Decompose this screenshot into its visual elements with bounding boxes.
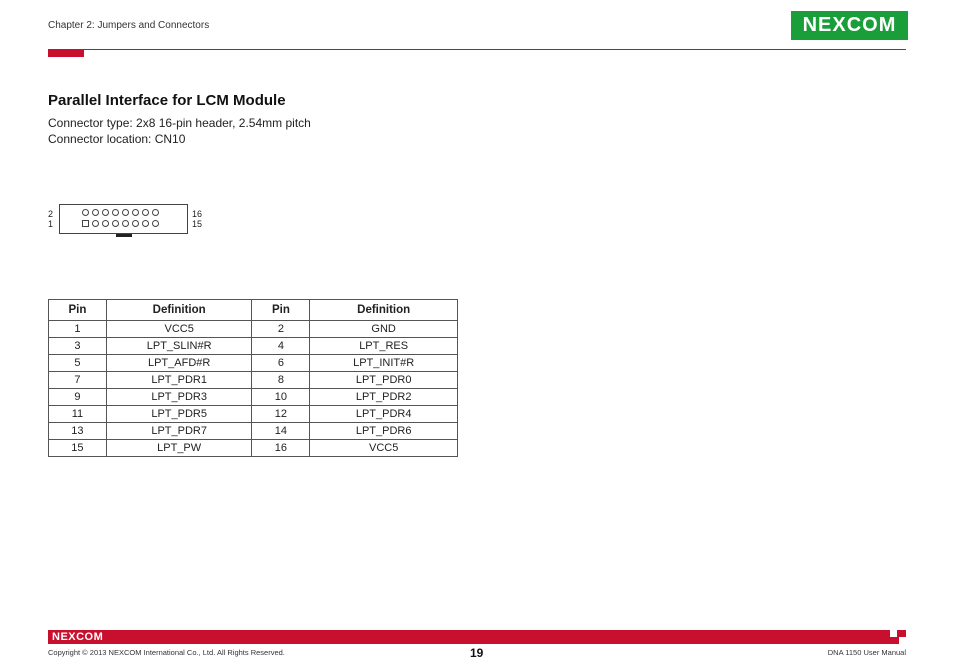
pin	[122, 220, 129, 227]
nexcom-logo	[791, 11, 908, 40]
table-cell: 8	[252, 372, 310, 389]
table-cell: 7	[49, 372, 107, 389]
pin-label-top-right: 16	[192, 209, 203, 219]
pin	[112, 209, 119, 216]
header-definition: Definition	[106, 300, 252, 321]
table-cell: LPT_PDR3	[106, 389, 252, 406]
header-definition: Definition	[310, 300, 458, 321]
pin-label-top-left: 2	[48, 209, 54, 219]
table-cell: 11	[49, 406, 107, 423]
copyright-text: Copyright © 2013 NEXCOM International Co., Ltd. All Rights Reserved.	[48, 648, 285, 657]
pin	[132, 209, 139, 216]
table-cell: VCC5	[106, 321, 252, 338]
pin	[132, 220, 139, 227]
table-header-row	[49, 300, 458, 321]
chapter-title: Chapter 2: Jumpers and Connectors	[48, 20, 210, 31]
table-cell: 6	[252, 355, 310, 372]
pin	[122, 209, 129, 216]
pin	[102, 220, 109, 227]
table-cell: LPT_AFD#R	[106, 355, 252, 372]
pin	[142, 220, 149, 227]
cn10-header-diagram	[59, 204, 188, 234]
header-accent-block	[48, 50, 84, 57]
pin	[152, 220, 159, 227]
table-row	[49, 440, 458, 457]
table-cell: 3	[49, 338, 107, 355]
header-pin: Pin	[252, 300, 310, 321]
pin	[112, 220, 119, 227]
connector-type: Connector type: 2x8 16-pin header, 2.54mm pitch	[48, 116, 311, 130]
table-cell: 2	[252, 321, 310, 338]
header-pin: Pin	[49, 300, 107, 321]
pin-1-square	[82, 220, 89, 227]
table-cell: LPT_PDR4	[310, 406, 458, 423]
table-cell: LPT_INIT#R	[310, 355, 458, 372]
table-cell: GND	[310, 321, 458, 338]
table-row	[49, 321, 458, 338]
table-row	[49, 338, 458, 355]
pin-definition-table	[48, 299, 458, 457]
pin-row-odd	[82, 220, 159, 227]
table-row	[49, 372, 458, 389]
pin-row-even	[82, 209, 159, 216]
pin	[92, 220, 99, 227]
pin	[142, 209, 149, 216]
footer-square-icon	[899, 637, 906, 644]
table-cell: LPT_PDR6	[310, 423, 458, 440]
table-cell: 16	[252, 440, 310, 457]
table-cell: LPT_PDR5	[106, 406, 252, 423]
connector-key-notch	[116, 234, 132, 237]
table-cell: LPT_RES	[310, 338, 458, 355]
pin	[82, 209, 89, 216]
pin-label-bottom-right: 15	[192, 219, 203, 229]
table-cell: LPT_PDR2	[310, 389, 458, 406]
connector-location: Connector location: CN10	[48, 132, 186, 146]
table-cell: LPT_PW	[106, 440, 252, 457]
footer-square-icon	[890, 630, 897, 637]
table-cell: 1	[49, 321, 107, 338]
footer-bar	[48, 630, 906, 644]
table-cell: 13	[49, 423, 107, 440]
table-cell: 10	[252, 389, 310, 406]
table-cell: 5	[49, 355, 107, 372]
table-cell: 14	[252, 423, 310, 440]
pin	[92, 209, 99, 216]
table-row	[49, 389, 458, 406]
pin	[102, 209, 109, 216]
pin	[152, 209, 159, 216]
table-cell: LPT_SLIN#R	[106, 338, 252, 355]
table-cell: 4	[252, 338, 310, 355]
table-cell: LPT_PDR0	[310, 372, 458, 389]
table-cell: LPT_PDR7	[106, 423, 252, 440]
table-row	[49, 423, 458, 440]
manual-name: DNA 1150 User Manual	[827, 648, 906, 657]
table-row	[49, 355, 458, 372]
pin-label-bottom-left: 1	[48, 219, 54, 229]
table-row	[49, 406, 458, 423]
table-cell: VCC5	[310, 440, 458, 457]
table-cell: LPT_PDR1	[106, 372, 252, 389]
page-number: 19	[470, 646, 484, 660]
logo-text: NEXCOM	[802, 14, 897, 36]
table-cell: 12	[252, 406, 310, 423]
table-cell: 9	[49, 389, 107, 406]
footer-logo: NEXCOM	[52, 631, 104, 643]
table-cell: 15	[49, 440, 107, 457]
header-divider	[48, 49, 906, 50]
section-title: Parallel Interface for LCM Module	[48, 92, 286, 109]
